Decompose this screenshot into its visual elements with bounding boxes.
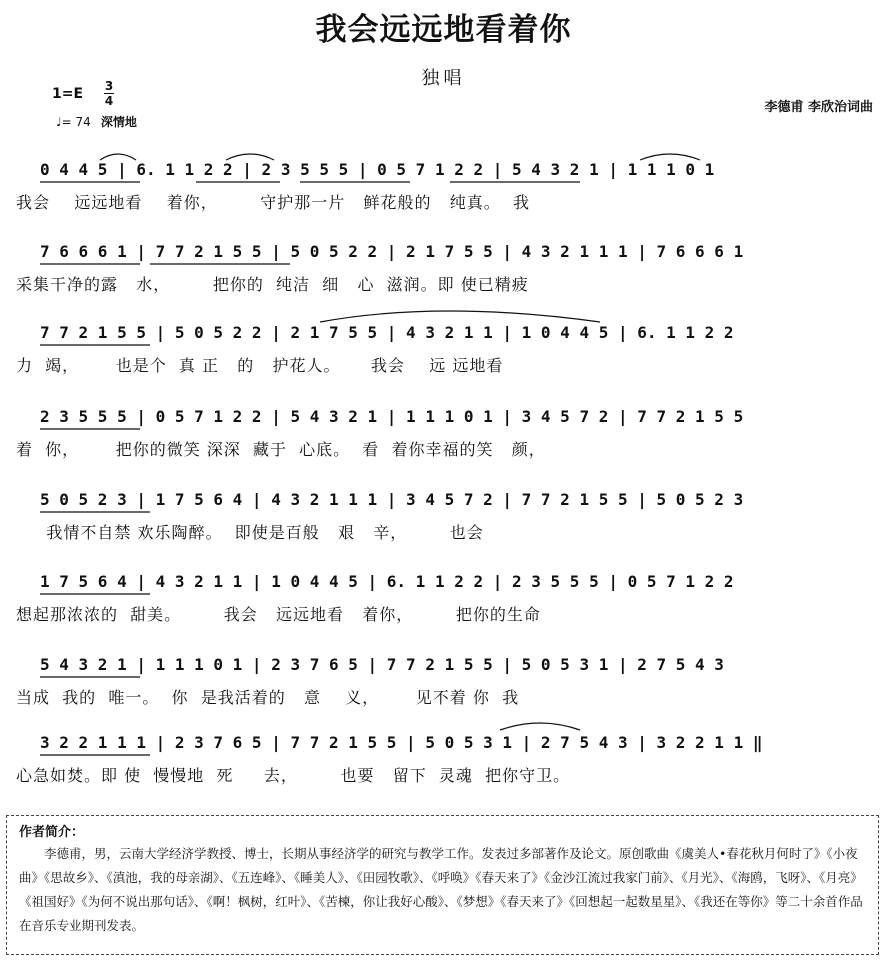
lyrics-row-6: 想起那浓浓的 甜美。 我会 远远地看 着你， 把你的生命 xyxy=(16,605,541,624)
lyrics-row-7: 当成 我的 唯一。 你 是我活着的 意 义， 见不着 你 我 xyxy=(16,688,520,707)
composer-credit: 李德甫 李欣治词曲 xyxy=(764,100,873,115)
lyrics-row-8: 心急如焚。即 使 慢慢地 死 去， 也要 留下 灵魂 把你守卫。 xyxy=(16,766,571,785)
meter-bottom: 4 xyxy=(104,94,114,108)
bio-heading: 作者简介： xyxy=(19,825,85,840)
notation-row-7: 5 4 3 2 1 | 1 1 1 0 1 | 2 3 7 6 5 | 7 7 2 1 5 5 | 5 0 5 3 1 | 2 7 5 4 3 xyxy=(40,655,724,674)
song-title: 我会远远地看着你 xyxy=(315,12,572,48)
slur xyxy=(640,154,700,160)
lyrics-row-5: 我情不自禁 欢乐陶醉。 即使是百般 艰 辛， 也会 xyxy=(16,523,484,542)
key-signature: 1=E xyxy=(52,86,84,102)
slur xyxy=(100,154,136,160)
slur xyxy=(320,311,600,322)
lyrics-row-3: 力 竭， 也是个 真 正 的 护花人。 我会 远 远地看 xyxy=(16,356,504,375)
slur xyxy=(500,723,580,730)
performance-type: 独唱 xyxy=(421,68,466,89)
notation-row-1: 0 4 4 5 | 6. 1 1 2 2 | 2 3 5 5 5 | 0 5 7 1 2 2 | 5 4 3 2 1 | 1 1 1 0 1 xyxy=(40,160,715,179)
bio-text: 李德甫，男，云南大学经济学教授、博士，长期从事经济学的研究与教学工作。发表过多部著作及论文。原创歌曲《虞美人•春花秋月何时了》《小夜曲》《思故乡》、《滇池，我的母亲湖》、《五连峰》、《睡美人》、《田园牧歌》、《呼唤》《春天来了》《金沙江流过我家门前》、《月光》、《海鸥，飞呀》、《月亮》《祖国好》《为何不说出那句话》、《啊！枫树，红叶》、《苦楝，你让我好心酸》、《梦想》《春天来了》《回想起一起数星星》、《我还在等你》等二十余首作品在音乐专业期刊发表。 xyxy=(19,846,863,933)
lyrics-row-2: 采集干净的露 水， 把你的 纯洁 细 心 滋润。即 使已精疲 xyxy=(16,275,529,294)
lyrics-row-1: 我会 远远地看 着你， 守护那一片 鲜花般的 纯真。 我 xyxy=(16,193,530,212)
tempo-value: ♩= 74 xyxy=(56,115,91,129)
notation-row-6: 1 7 5 6 4 | 4 3 2 1 1 | 1 0 4 4 5 | 6. 1 1 2 2 | 2 3 5 5 5 | 0 5 7 1 2 2 xyxy=(40,572,734,591)
meter-top: 3 xyxy=(104,79,114,93)
notation-row-2: 7 6 6 6 1 | 7 7 2 1 5 5 | 5 0 5 2 2 | 2 1 7 5 5 | 4 3 2 1 1 1 | 7 6 6 6 1 xyxy=(40,242,744,261)
notation-row-8: 3 2 2 1 1 1 | 2 3 7 6 5 | 7 7 2 1 5 5 | 5 0 5 3 1 | 2 7 5 4 3 | 3 2 2 1 1 ‖ xyxy=(40,733,763,752)
notation-row-3: 7 7 2 1 5 5 | 5 0 5 2 2 | 2 1 7 5 5 | 4 3 2 1 1 | 1 0 4 4 5 | 6. 1 1 2 2 xyxy=(40,323,734,342)
author-bio-box xyxy=(6,815,879,955)
mood-marking: 深情地 xyxy=(100,115,137,129)
notation-row-4: 2 3 5 5 5 | 0 5 7 1 2 2 | 5 4 3 2 1 | 1 1 1 0 1 | 3 4 5 7 2 | 7 7 2 1 5 5 xyxy=(40,407,744,426)
lyrics-row-4: 着 你， 把你的微笑 深深 藏于 心底。 看 着你幸福的笑 颜， xyxy=(16,440,546,459)
notation-row-5: 5 0 5 2 3 | 1 7 5 6 4 | 4 3 2 1 1 1 | 3 4 5 7 2 | 7 7 2 1 5 5 | 5 0 5 2 3 xyxy=(40,490,744,509)
slur xyxy=(226,154,274,160)
